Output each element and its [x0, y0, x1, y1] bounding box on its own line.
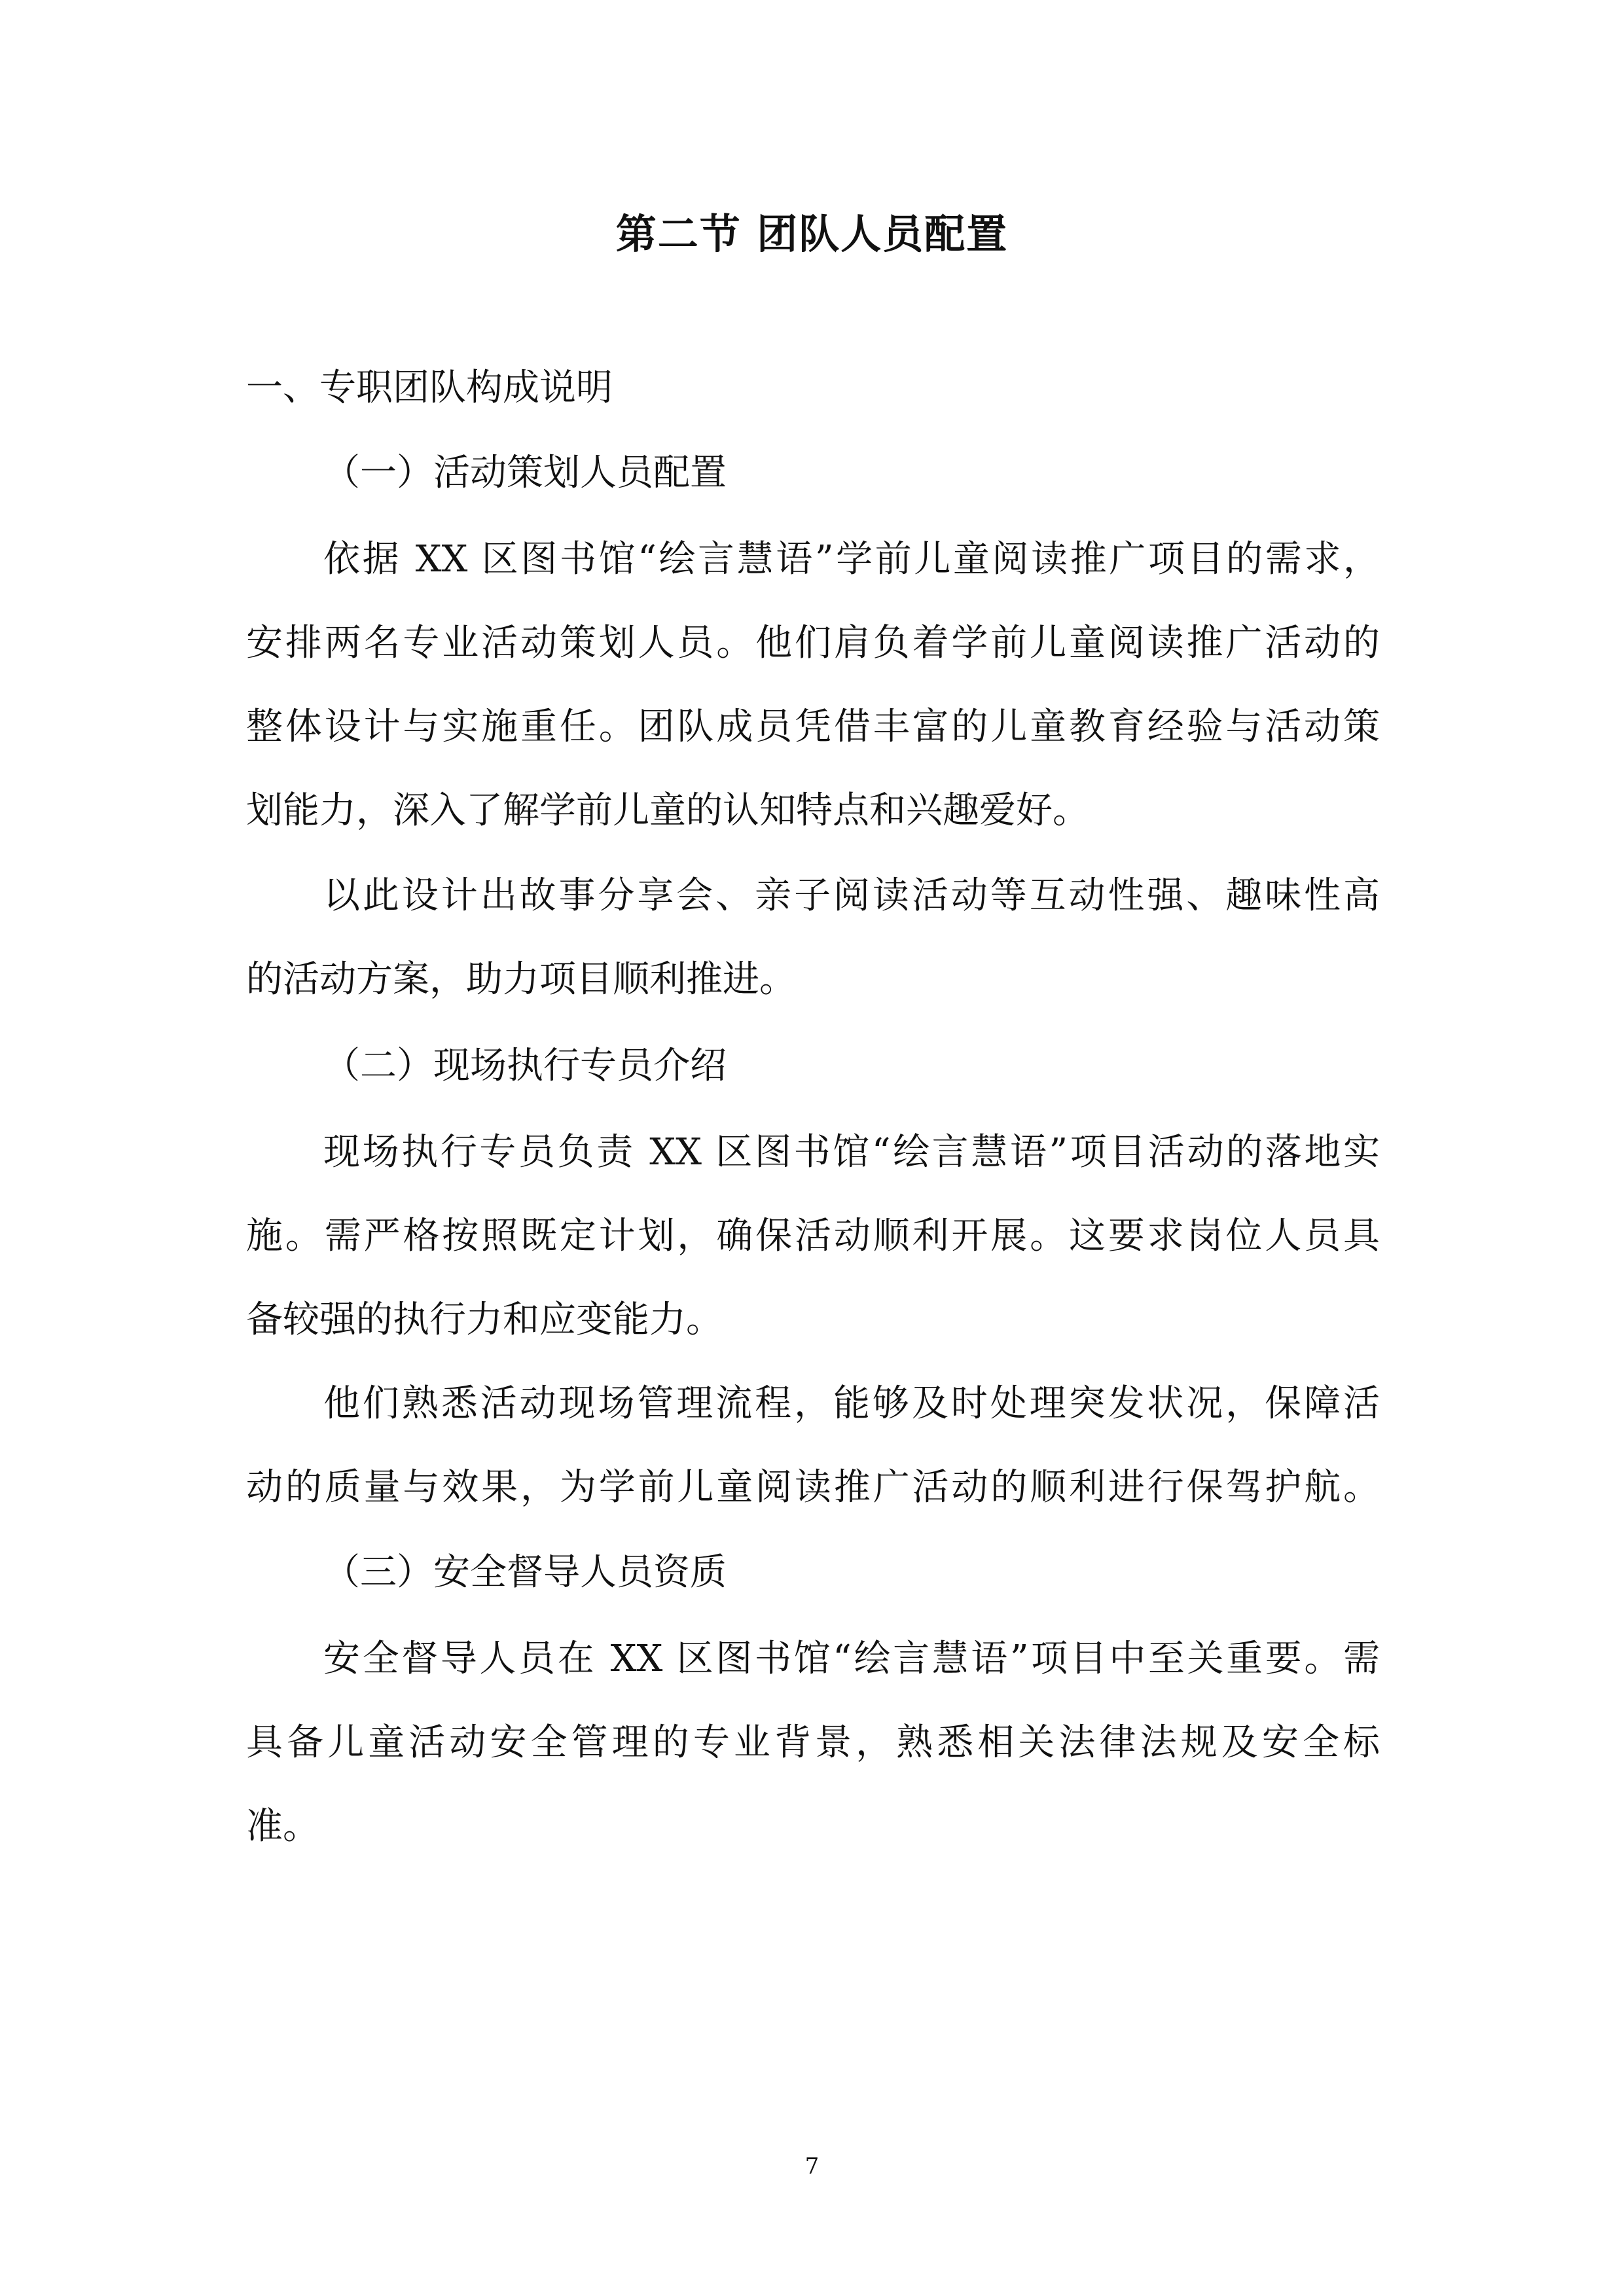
paragraph-line: 备较强的执行力和应变能力。 — [246, 1299, 723, 1341]
paragraph-line: 划能力，深入了解学前儿童的认知特点和兴趣爱好。 — [246, 789, 1089, 832]
subheading-safety-staff: （三）安全督导人员资质 — [323, 1551, 727, 1594]
page-number: 7 — [804, 2153, 820, 2179]
paragraph-line: 以此设计出故事分享会、亲子阅读活动等互动性强、趣味性高 — [323, 874, 1380, 917]
paragraph-line: 施。需严格按照既定计划，确保活动顺利开展。这要求岗位人员具 — [246, 1215, 1380, 1257]
section-title: 第二节 团队人员配置 — [615, 210, 1009, 258]
paragraph-line: 具备儿童活动安全管理的专业背景，熟悉相关法律法规及安全标 — [246, 1721, 1380, 1764]
paragraph-line: 现场执行专员负责 XX 区图书馆“绘言慧语”项目活动的落地实 — [323, 1131, 1380, 1174]
paragraph-line: 的活动方案，助力项目顺利推进。 — [246, 958, 796, 1001]
paragraph-line: 依据 XX 区图书馆“绘言慧语”学前儿童阅读推广项目的需求， — [323, 538, 1380, 581]
paragraph-line: 他们熟悉活动现场管理流程，能够及时处理突发状况，保障活 — [323, 1382, 1380, 1425]
paragraph-line: 整体设计与实施重任。团队成员凭借丰富的儿童教育经验与活动策 — [246, 706, 1380, 748]
paragraph-line: 安全督导人员在 XX 区图书馆“绘言慧语”项目中至关重要。需 — [323, 1638, 1380, 1680]
heading-team-composition: 一、专职团队构成说明 — [246, 367, 613, 409]
subheading-planning-staff: （一）活动策划人员配置 — [323, 452, 727, 494]
subheading-onsite-staff: （二）现场执行专员介绍 — [323, 1045, 727, 1087]
paragraph-line: 动的质量与效果，为学前儿童阅读推广活动的顺利进行保驾护航。 — [246, 1466, 1380, 1509]
paragraph-line: 安排两名专业活动策划人员。他们肩负着学前儿童阅读推广活动的 — [246, 622, 1380, 664]
paragraph-line: 准。 — [246, 1805, 319, 1848]
